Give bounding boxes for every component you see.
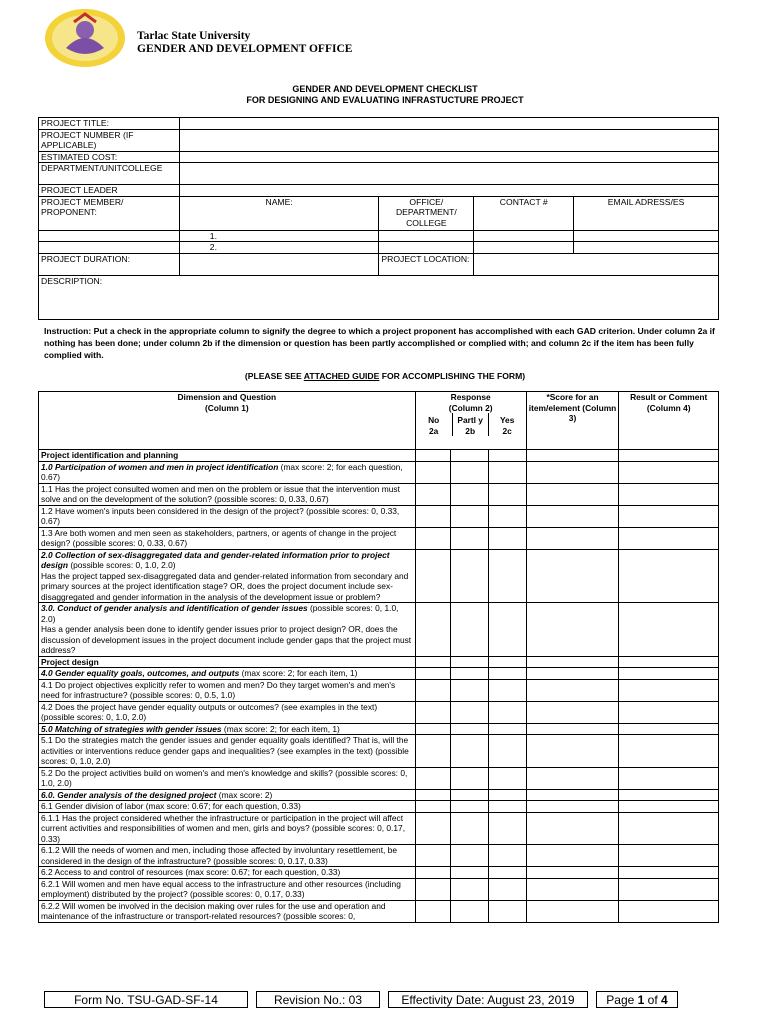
check-2c[interactable] (488, 603, 526, 657)
score-cell[interactable] (526, 701, 619, 723)
item-6-0-rest: (max score: 2) (216, 789, 273, 800)
check-2a[interactable] (415, 461, 451, 483)
section-design: Project design (39, 656, 416, 668)
guide-before: (PLEASE SEE (244, 371, 304, 381)
score-cell[interactable] (526, 767, 619, 789)
project-leader-label: PROJECT LEADER (39, 185, 180, 197)
item-1-0 (39, 461, 416, 483)
item-6-1-2: 6.1.2 Will the needs of women and men, including those affected by involuntary resettlement, be considered in the design of the infrastructure? (possible scores: 0, 0.17, 0.33) (39, 845, 416, 867)
score-cell[interactable] (526, 867, 619, 879)
check-2a[interactable] (415, 867, 451, 879)
guide-note (0, 371, 770, 381)
page-current: 1 (637, 992, 645, 1007)
yes-sub-label: 2c (502, 425, 512, 436)
item-3-0-rest: (possible scores: 0, 1.0, 2.0) (41, 603, 399, 624)
check-2a[interactable] (415, 505, 451, 527)
item-6-0-title: 6.0. Gender analysis of the designed project (41, 789, 217, 800)
score-cell[interactable] (526, 603, 619, 657)
title-line2: FOR DESIGNING AND EVALUATING INFRASTUCTURE PROJECT (246, 95, 524, 105)
instruction-text: Instruction: Put a check in the appropriate column to signify the degree to which a project proponent has accomplished with each GAD criterion. Under column 2a if nothing has been done; under column 2b if the dimension or question has been partly accomplished or complied with; and column 2c if the item has been fully complied with. (44, 326, 715, 360)
department-label: DEPARTMENT/UNITCOLLEGE (39, 163, 180, 185)
item-5-0 (39, 723, 416, 735)
department-field[interactable] (179, 163, 718, 185)
partly-sub-label: 2b (465, 425, 476, 436)
check-2a[interactable] (415, 549, 451, 603)
score-cell[interactable] (526, 549, 619, 603)
item-6-2-2: 6.2.2 Will women be involved in the decision making over rules for the use and operation and maintenance of the infrastructure or transport-related resources? (possible scores: 0, (39, 900, 416, 922)
check-2c[interactable] (488, 668, 526, 680)
check-2b[interactable] (451, 527, 489, 549)
comment-cell[interactable] (619, 527, 719, 549)
check-2b[interactable] (451, 845, 489, 867)
check-2c[interactable] (488, 767, 526, 789)
partly-label: Partl y (457, 415, 483, 425)
section-identification: Project identification and planning (39, 450, 416, 462)
attached-guide-link[interactable]: ATTACHED GUIDE (303, 371, 380, 381)
comment-cell[interactable] (619, 656, 719, 668)
check-2c[interactable] (488, 483, 526, 505)
comment-cell[interactable] (619, 812, 719, 845)
project-number-label: PROJECT NUMBER (IF APPLICABLE) (39, 129, 180, 151)
duration-field[interactable] (179, 253, 379, 275)
item-4-0 (39, 668, 416, 680)
comment-cell[interactable] (619, 679, 719, 701)
item-5-1: 5.1 Do the strategies match the gender issues and gender equality goals identified? That is, will the activities or interventions reduce gender gaps and inequalities? (see examples in the text) (possible scores: 0, 1.0, 2.0) (39, 735, 416, 768)
project-leader-field[interactable] (179, 185, 718, 197)
member-row-blank (39, 242, 180, 254)
score-cell[interactable] (526, 679, 619, 701)
check-2a[interactable] (415, 483, 451, 505)
member-row-2[interactable]: 2. (179, 242, 379, 254)
check-2c[interactable] (488, 450, 526, 462)
check-2c[interactable] (488, 878, 526, 900)
check-2b[interactable] (451, 461, 489, 483)
estimated-cost-field[interactable] (179, 151, 718, 163)
page-of: of (644, 992, 662, 1007)
check-2c[interactable] (488, 701, 526, 723)
yes-label: Yes (499, 415, 515, 425)
item-1-0-title: 1.0 Participation of women and men in project identification (41, 461, 279, 472)
item-3-0-body: Has a gender analysis been done to identify gender issues prior to project design? OR, does the discussion of development issues in the project document include gender gaps that the project must address? (41, 624, 412, 655)
check-2a[interactable] (415, 812, 451, 845)
location-field[interactable] (474, 253, 719, 275)
comment-cell[interactable] (619, 450, 719, 462)
duration-label: PROJECT DURATION: (39, 253, 180, 275)
check-2a[interactable] (415, 450, 451, 462)
description-field[interactable] (39, 275, 719, 319)
item-4-0-rest: (max score: 2; for each item, 1) (239, 668, 358, 678)
comment-cell[interactable] (619, 668, 719, 680)
item-5-2: 5.2 Do the project activities build on women's and men's knowledge and skills? (possible scores: 0, 1.0, 2.0) (39, 767, 416, 789)
comment-cell[interactable] (619, 505, 719, 527)
score-cell[interactable] (526, 461, 619, 483)
check-2a[interactable] (415, 801, 451, 813)
comment-cell[interactable] (619, 789, 719, 801)
comment-cell[interactable] (619, 845, 719, 867)
university-header (137, 30, 352, 56)
check-2b[interactable] (451, 701, 489, 723)
check-2b[interactable] (451, 767, 489, 789)
response-title: Response (450, 392, 491, 402)
university-name: Tarlac State University (137, 30, 251, 42)
member-row-1-email[interactable] (574, 230, 719, 242)
check-2b[interactable] (451, 789, 489, 801)
score-cell[interactable] (526, 668, 619, 680)
member-row-2-office[interactable] (379, 242, 474, 254)
item-6-2: 6.2 Access to and control of resources (max score: 0.67; for each question, 0.33) (39, 867, 416, 879)
comment-cell[interactable] (619, 549, 719, 603)
check-2a[interactable] (415, 878, 451, 900)
member-row-blank (39, 230, 180, 242)
location-label: PROJECT LOCATION: (379, 253, 474, 275)
score-cell[interactable] (526, 450, 619, 462)
office-header: OFFICE/ DEPARTMENT/ COLLEGE (379, 196, 474, 230)
check-2b[interactable] (451, 679, 489, 701)
office-name: GENDER AND DEVELOPMENT OFFICE (137, 43, 353, 55)
check-2a[interactable] (415, 656, 451, 668)
score-cell[interactable] (526, 801, 619, 813)
item-2-0-title: 2.0 Collection of sex-disaggregated data and gender-related information prior to project design (41, 549, 390, 570)
column-1-label: (Column 1) (204, 402, 249, 413)
comment-cell[interactable] (619, 878, 719, 900)
yes-header (489, 413, 526, 436)
score-cell[interactable] (526, 483, 619, 505)
project-number-field[interactable] (179, 129, 718, 151)
check-2b[interactable] (451, 505, 489, 527)
check-2c[interactable] (488, 735, 526, 768)
score-cell[interactable] (526, 789, 619, 801)
check-2c[interactable] (488, 656, 526, 668)
effectivity-date: Effectivity Date: August 23, 2019 (388, 991, 588, 1008)
project-title-field[interactable] (179, 118, 718, 130)
item-4-1: 4.1 Do project objectives explicitly refer to women and men? Do they target women's and men's need for infrastructure? (possible scores: 0, 0.5, 1.0) (39, 679, 416, 701)
check-2c[interactable] (488, 812, 526, 845)
check-2c[interactable] (488, 549, 526, 603)
item-4-0-title: 4.0 Gender equality goals, outcomes, and outputs (41, 668, 240, 678)
no-sub-label: 2a (429, 425, 439, 436)
check-2c[interactable] (488, 900, 526, 922)
comment-cell[interactable] (619, 767, 719, 789)
estimated-cost-label: ESTIMATED COST: (39, 151, 180, 163)
check-2b[interactable] (451, 549, 489, 603)
comment-cell[interactable] (619, 483, 719, 505)
page-prefix: Page (606, 992, 638, 1007)
check-2c[interactable] (488, 723, 526, 735)
comment-cell[interactable] (619, 735, 719, 768)
item-4-2: 4.2 Does the project have gender equality outputs or outcomes? (see examples in the text) (possible scores: 0, 1.0, 2.0) (39, 701, 416, 723)
project-title-label: PROJECT TITLE: (39, 118, 180, 130)
form-footer (44, 991, 720, 1009)
check-2a[interactable] (415, 668, 451, 680)
description-label: DESCRIPTION: (41, 275, 103, 286)
check-2b[interactable] (451, 812, 489, 845)
check-2b[interactable] (451, 656, 489, 668)
item-1-1: 1.1 Has the project consulted women and men on the problem or issue that the intervention must solve and on the development of the solution? (possible scores: 0, 0.33, 0.67) (39, 483, 416, 505)
guide-after: FOR ACCOMPLISHING THE FORM) (379, 371, 526, 381)
check-2c[interactable] (488, 867, 526, 879)
check-2a[interactable] (415, 900, 451, 922)
comment-cell[interactable] (619, 603, 719, 657)
name-header: NAME: (179, 196, 379, 230)
item-3-0-title: 3.0. Conduct of gender analysis and identification of gender issues (41, 603, 308, 613)
check-2c[interactable] (488, 801, 526, 813)
item-1-0-rest: (max score: 2; for each question, 0.67) (41, 461, 403, 482)
item-2-0-rest: (possible scores: 0, 1.0, 2.0) (68, 560, 176, 570)
form-number: Form No. TSU-GAD-SF-14 (44, 991, 248, 1008)
response-header (415, 392, 526, 450)
title-line1: GENDER AND DEVELOPMENT CHECKLIST (292, 84, 478, 94)
item-5-0-rest: (max score: 2; for each item, 1) (221, 723, 340, 734)
item-6-1-1: 6.1.1 Has the project considered whether the infrastructure or participation in the project will affect current activities and responsibilities of women and men, girls and boys? (possible scores: 0, 0.17, 0.33) (39, 812, 416, 845)
item-1-2: 1.2 Have women's inputs been considered in the design of the project? (possible scores: 0, 0.33, 0.67) (39, 505, 416, 527)
check-2c[interactable] (488, 789, 526, 801)
check-2a[interactable] (415, 723, 451, 735)
item-6-1: 6.1 Gender division of labor (max score: 0.67; for each question, 0.33) (39, 801, 416, 813)
member-row-1-office[interactable] (379, 230, 474, 242)
column-2-label: (Column 2) (448, 402, 493, 413)
score-cell[interactable] (526, 723, 619, 735)
no-label: No (428, 415, 440, 425)
check-2a[interactable] (415, 603, 451, 657)
check-2a[interactable] (415, 527, 451, 549)
check-2b[interactable] (451, 603, 489, 657)
check-2a[interactable] (415, 735, 451, 768)
contact-header: CONTACT # (474, 196, 574, 230)
comment-cell[interactable] (619, 723, 719, 735)
check-2c[interactable] (488, 679, 526, 701)
member-row-1[interactable]: 1. (179, 230, 379, 242)
check-2a[interactable] (415, 767, 451, 789)
check-2a[interactable] (415, 789, 451, 801)
score-cell[interactable] (526, 735, 619, 768)
comment-cell[interactable] (619, 701, 719, 723)
member-row-2-contact[interactable] (474, 242, 574, 254)
check-2c[interactable] (488, 461, 526, 483)
score-cell[interactable] (526, 845, 619, 867)
member-row-2-email[interactable] (574, 242, 719, 254)
check-2b[interactable] (451, 668, 489, 680)
check-2b[interactable] (451, 801, 489, 813)
check-2a[interactable] (415, 845, 451, 867)
check-2b[interactable] (451, 735, 489, 768)
check-2a[interactable] (415, 701, 451, 723)
check-2a[interactable] (415, 679, 451, 701)
score-cell[interactable] (526, 878, 619, 900)
check-2c[interactable] (488, 527, 526, 549)
form-title (0, 84, 770, 106)
dimension-title: Dimension and Question (177, 392, 277, 402)
email-header: EMAIL ADRESS/ES (574, 196, 719, 230)
item-3-0 (39, 603, 416, 657)
score-cell[interactable] (526, 812, 619, 845)
checklist-table (38, 391, 719, 923)
partly-header (452, 413, 489, 436)
score-header: *Score for an item/element (Column 3) (526, 392, 619, 450)
comment-cell[interactable] (619, 801, 719, 813)
member-label: PROJECT MEMBER/ PROPONENT: (39, 196, 180, 230)
comment-cell[interactable] (619, 461, 719, 483)
check-2b[interactable] (451, 483, 489, 505)
check-2b[interactable] (451, 878, 489, 900)
check-2b[interactable] (451, 867, 489, 879)
score-cell[interactable] (526, 527, 619, 549)
check-2b[interactable] (451, 723, 489, 735)
university-seal-icon (44, 8, 126, 68)
dimension-header (39, 392, 416, 450)
check-2c[interactable] (488, 845, 526, 867)
page-total: 4 (661, 992, 668, 1007)
item-6-0 (39, 789, 416, 801)
item-6-2-1: 6.2.1 Will women and men have equal access to the infrastructure and other resources (including employment) distributed by the project? (possible scores: 0, 0.17, 0.33) (39, 878, 416, 900)
result-header: Result or Comment (Column 4) (619, 392, 719, 450)
project-info-table (38, 117, 719, 320)
item-1-3: 1.3 Are both women and men seen as stakeholders, partners, or agents of change in the project design? (possible scores: 0, 0.33, 0.67) (39, 527, 416, 549)
page-indicator (596, 991, 678, 1008)
no-header (416, 413, 452, 436)
response-subheaders (416, 413, 526, 436)
score-cell[interactable] (526, 505, 619, 527)
item-2-0-body: Has the project tapped sex-disaggregated data and gender-related information from secondary and primary sources at the project identification stage? OR, does the project document include sex-disaggregated and gender information in the analysis of the development issue or problem? (41, 570, 409, 602)
score-cell[interactable] (526, 656, 619, 668)
item-2-0 (39, 549, 416, 603)
comment-cell[interactable] (619, 900, 719, 922)
score-cell[interactable] (526, 900, 619, 922)
member-row-1-contact[interactable] (474, 230, 574, 242)
comment-cell[interactable] (619, 867, 719, 879)
item-5-0-title: 5.0 Matching of strategies with gender issues (41, 723, 222, 734)
revision-number: Revision No.: 03 (256, 991, 380, 1008)
check-2b[interactable] (451, 450, 489, 462)
check-2c[interactable] (488, 505, 526, 527)
check-2b[interactable] (451, 900, 489, 922)
